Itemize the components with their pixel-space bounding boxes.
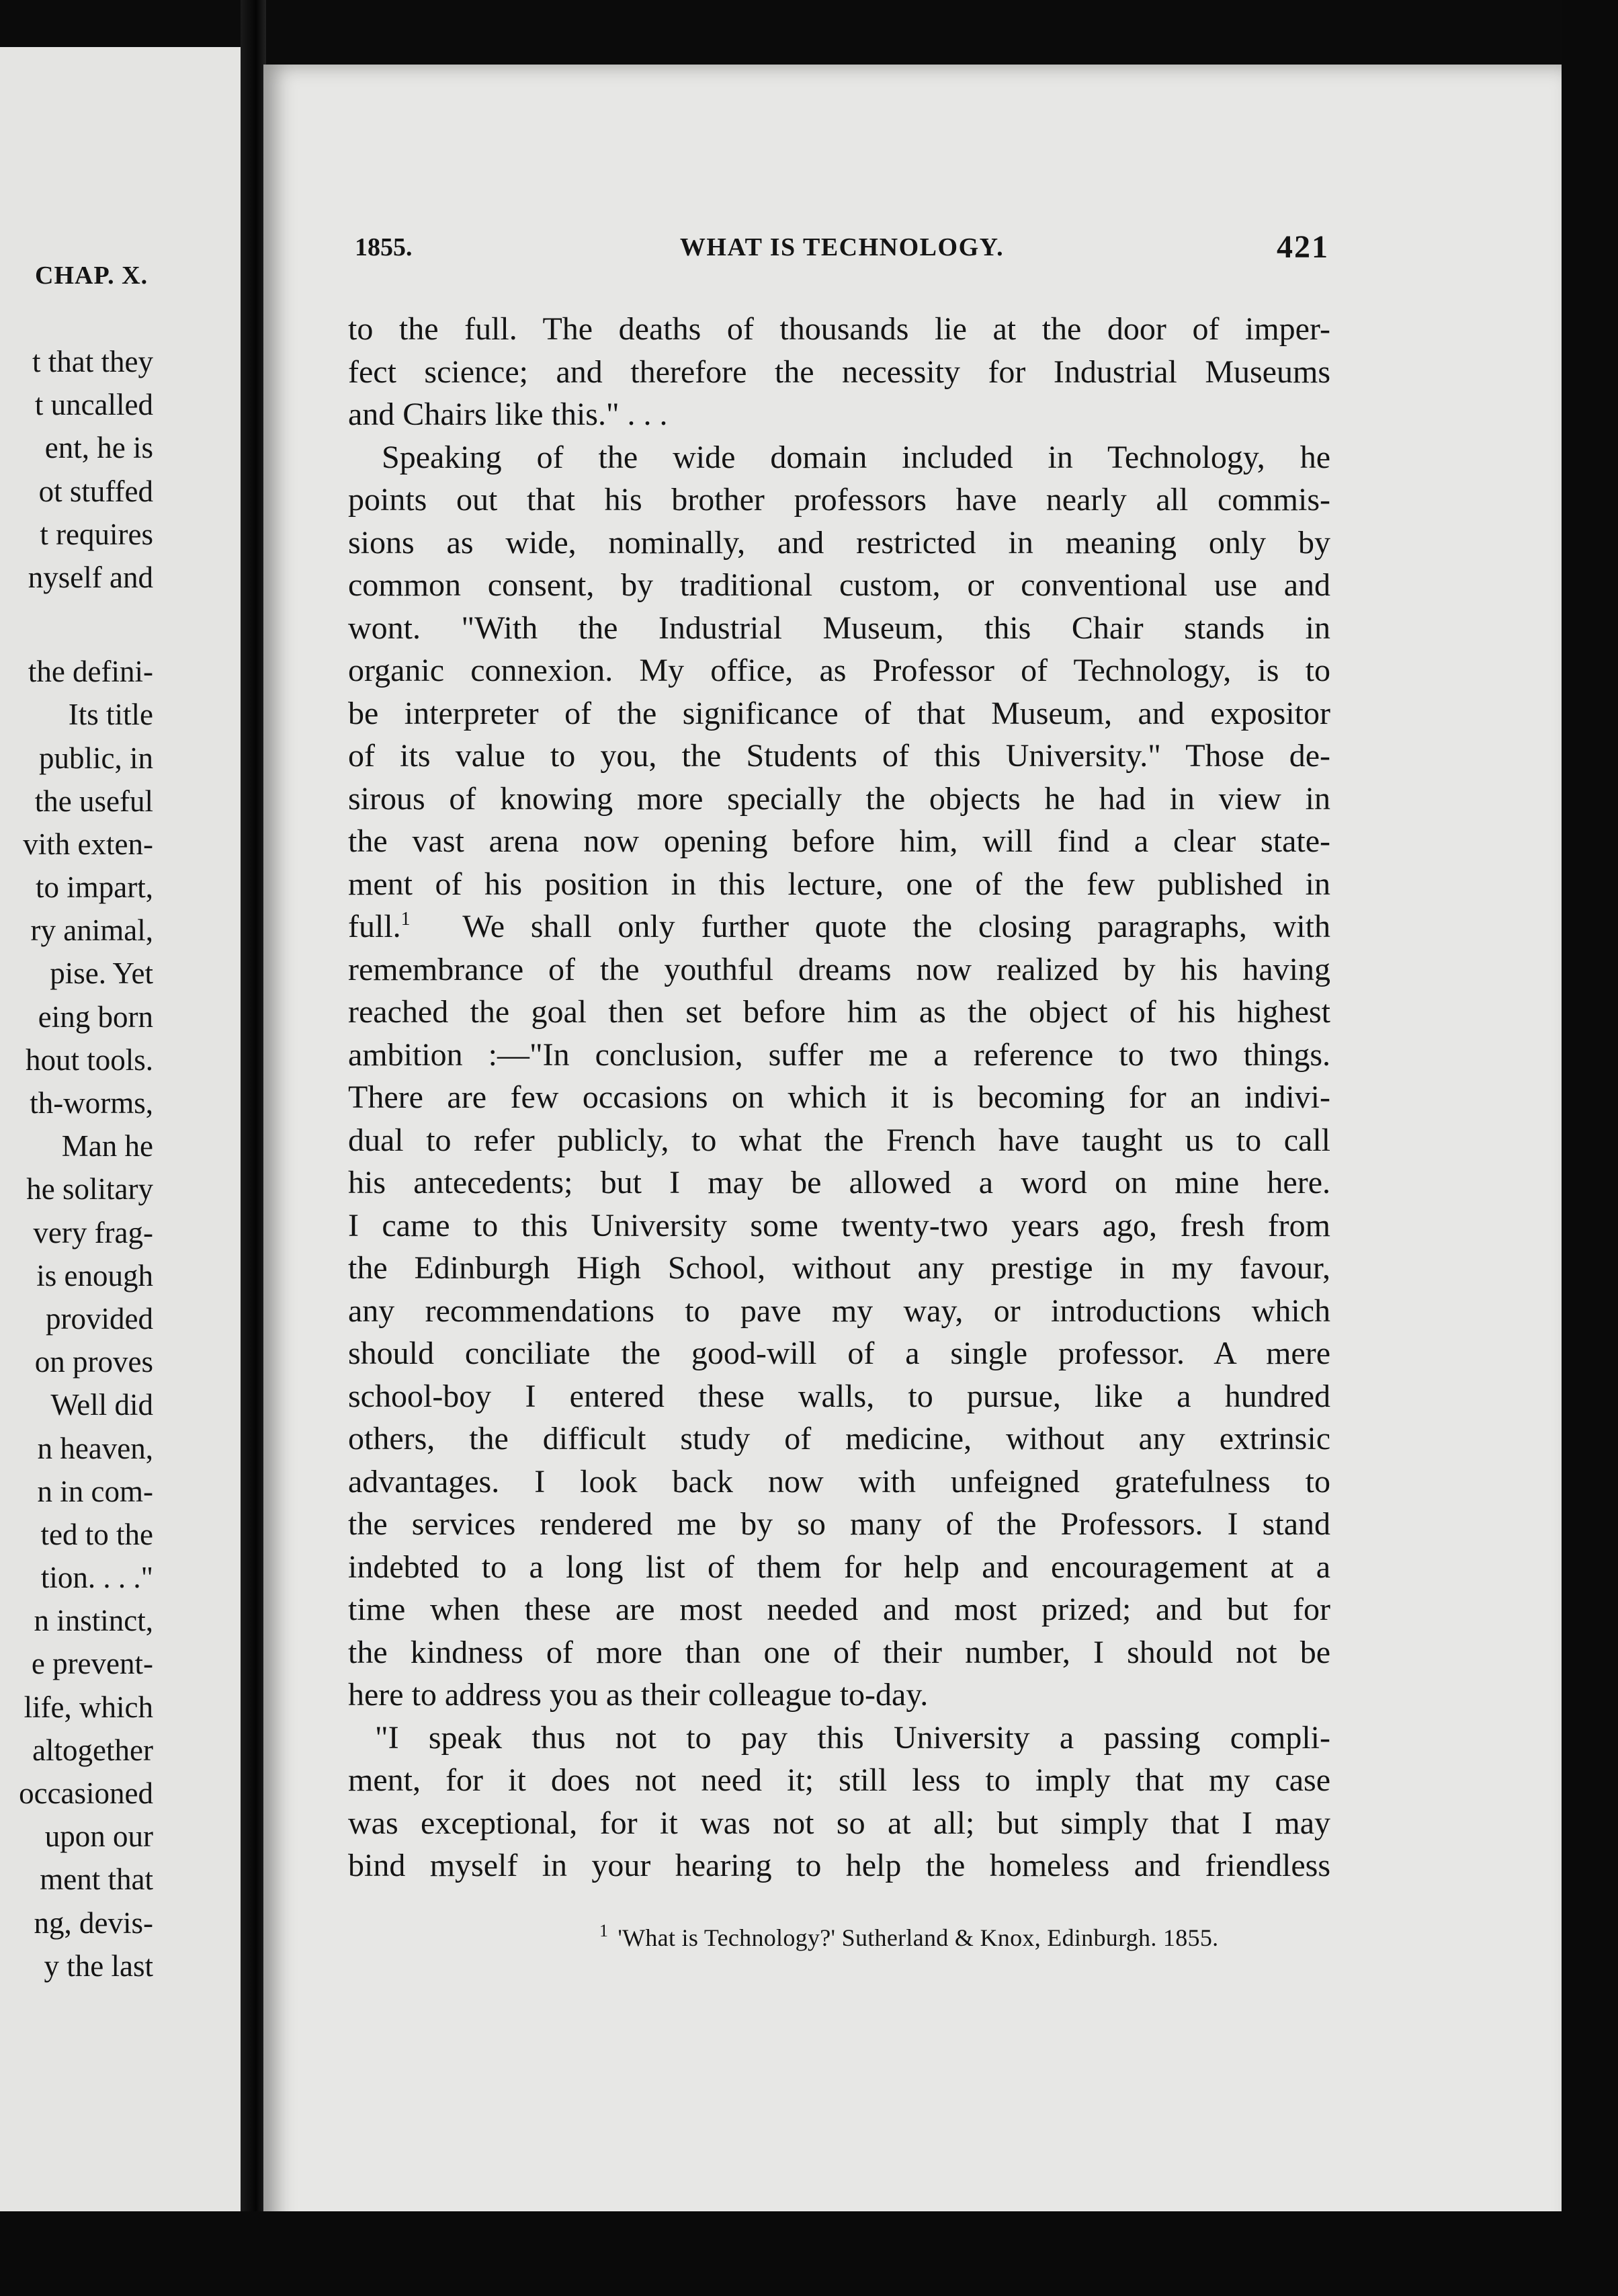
previous-page-fragment: on proves (34, 1345, 153, 1379)
footnote-marker: 1 (599, 1921, 609, 1940)
text-line: the Edinburgh High School, without any prestige in my favour, (348, 1250, 1330, 1286)
previous-page-fragment: tion. . . ." (40, 1561, 153, 1595)
text-line: remembrance of the youthful dreams now realized by his having (348, 951, 1330, 987)
text-line: I came to this University some twenty-two years ago, fresh from (348, 1207, 1330, 1243)
previous-page-fragment: ry animal, (30, 913, 153, 948)
previous-page-fragment: public, in (39, 741, 153, 775)
previous-page-fragment: vith exten- (23, 827, 153, 861)
scan-border-bottom (0, 2211, 1618, 2296)
text-line: "I speak thus not to pay this University a passing compli- (375, 1719, 1330, 1756)
running-head-title: WHAT IS TECHNOLOGY. (679, 233, 1005, 261)
text-line: sions as wide, nominally, and restricted in meaning only by (348, 524, 1330, 561)
footnote-text: 'What is Technology?' Sutherland & Knox, Edinburgh. 1855. (618, 1924, 1219, 1951)
text-line: bind myself in your hearing to help the homeless and friendless (348, 1848, 1330, 1883)
text-line: sirous of knowing more specially the objects he had in view in (348, 780, 1330, 817)
text-line: common consent, by traditional custom, or conventional use and (348, 567, 1330, 603)
previous-page-text (0, 340, 153, 1987)
chapter-heading: CHAP. X. (35, 261, 148, 290)
text-line: time when these are most needed and most prized; and but for (348, 1592, 1330, 1627)
previous-page-fragment: ng, devis- (34, 1905, 153, 1940)
previous-page-fragment: hout tools. (25, 1042, 153, 1077)
body-text (348, 308, 1330, 1887)
text-line: reached the goal then set before him as the object of his highest (348, 994, 1330, 1030)
previous-page-fragment: ted to the (40, 1517, 153, 1551)
previous-page-fragment: th-worms, (30, 1086, 153, 1120)
previous-page-fragment: he solitary (26, 1172, 153, 1206)
text-line: indebted to a long list of them for help and encouragement at a (348, 1549, 1330, 1585)
previous-page-fragment: t that they (32, 345, 153, 378)
previous-page-fragment: altogether (32, 1733, 153, 1767)
previous-page-fragment: t requires (40, 517, 153, 551)
text-line: the kindness of more than one of their number, I should not be (348, 1634, 1330, 1670)
text-line: organic connexion. My office, as Professor of Technology, is to (348, 653, 1330, 688)
text-run: full. (348, 909, 401, 944)
text-line: points out that his brother professors have nearly all commis- (348, 482, 1330, 518)
previous-page-fragment: to impart, (36, 870, 153, 905)
running-head-year: 1855. (355, 233, 413, 261)
text-line: any recommendations to pave my way, or introductions which (348, 1293, 1330, 1329)
text-line: wont. "With the Industrial Museum, this Chair stands in (348, 610, 1330, 646)
previous-page-fragment: Well did (50, 1388, 153, 1422)
text-run: We shall only further quote the closing paragraphs, with (462, 909, 1331, 944)
previous-page-fragment: pise. Yet (50, 956, 153, 991)
text-line: advantages. I look back now with unfeigned gratefulness to (348, 1463, 1330, 1500)
scan-border-right (1562, 0, 1618, 2296)
text-line: others, the difficult study of medicine, without any extrinsic (348, 1421, 1330, 1457)
previous-page-fragment: ot stuffed (38, 474, 153, 508)
text-line: his antecedents; but I may be allowed a word on mine here. (348, 1165, 1330, 1200)
text-line: to the full. The deaths of thousands lie at the door of imper- (348, 311, 1330, 347)
text-line: of its value to you, the Students of this University." Those de- (348, 738, 1330, 774)
text-line-with-footnote (348, 905, 1330, 948)
previous-page-fragment: n in com- (37, 1474, 153, 1508)
running-head (355, 229, 1329, 273)
previous-page-fragment: Its title (68, 698, 153, 732)
text-line: was exceptional, for it was not so at all; but simply that I may (348, 1805, 1330, 1841)
text-line: the vast arena now opening before him, will find a clear state- (348, 823, 1330, 859)
text-line: ambition :—"In conclusion, suffer me a reference to two things. (348, 1036, 1330, 1073)
text-line: There are few occasions on which it is becoming for an indivi- (348, 1079, 1330, 1115)
previous-page-fragment: is enough (36, 1258, 153, 1293)
previous-page-fragment: provided (46, 1301, 153, 1336)
previous-page-fragment: n heaven, (37, 1431, 153, 1465)
previous-page-fragment: t uncalled (34, 388, 153, 422)
text-line: fect science; and therefore the necessity for Industrial Museums (348, 354, 1330, 390)
previous-page-fragment: very frag- (33, 1215, 153, 1249)
page-number: 421 (1277, 229, 1329, 265)
previous-page-fragment: upon our (44, 1819, 153, 1854)
current-page (263, 65, 1562, 2276)
text-line: Speaking of the wide domain included in Technology, he (382, 439, 1330, 475)
previous-page-fragment: ment that (40, 1862, 153, 1897)
previous-page-fragment: eing born (38, 999, 153, 1034)
text-line: should conciliate the good-will of a single professor. A mere (348, 1336, 1330, 1371)
text-line: ment of his position in this lecture, one of the few published in (348, 866, 1330, 902)
footnote (599, 1921, 1218, 1952)
book-gutter (241, 0, 266, 2296)
previous-page-fragment: life, which (24, 1690, 153, 1724)
text-line: here to address you as their colleague to-day. (348, 1677, 929, 1713)
previous-page (0, 47, 241, 2252)
previous-page-fragment: y the last (44, 1949, 153, 1983)
text-line: be interpreter of the significance of that Museum, and expositor (348, 695, 1330, 731)
text-line: ment, for it does not need it; still less to imply that my case (348, 1762, 1330, 1798)
previous-page-fragment: n instinct, (34, 1604, 153, 1638)
text-line: and Chairs like this." . . . (348, 397, 668, 432)
paragraph-gap (0, 599, 153, 650)
previous-page-fragment: occasioned (19, 1776, 153, 1810)
previous-page-fragment: the useful (34, 784, 153, 818)
text-line: school-boy I entered these walls, to pursue, like a hundred (348, 1378, 1330, 1414)
text-line: the services rendered me by so many of the Professors. I stand (348, 1506, 1330, 1542)
previous-page-fragment: e prevent- (31, 1647, 153, 1681)
text-line: dual to refer publicly, to what the French have taught us to call (348, 1122, 1330, 1158)
previous-page-fragment: Man he (61, 1129, 153, 1163)
previous-page-fragment: nyself and (28, 560, 153, 594)
previous-page-fragment: ent, he is (44, 431, 153, 465)
footnote-reference: 1 (400, 909, 411, 930)
previous-page-fragment: the defini- (28, 655, 153, 689)
